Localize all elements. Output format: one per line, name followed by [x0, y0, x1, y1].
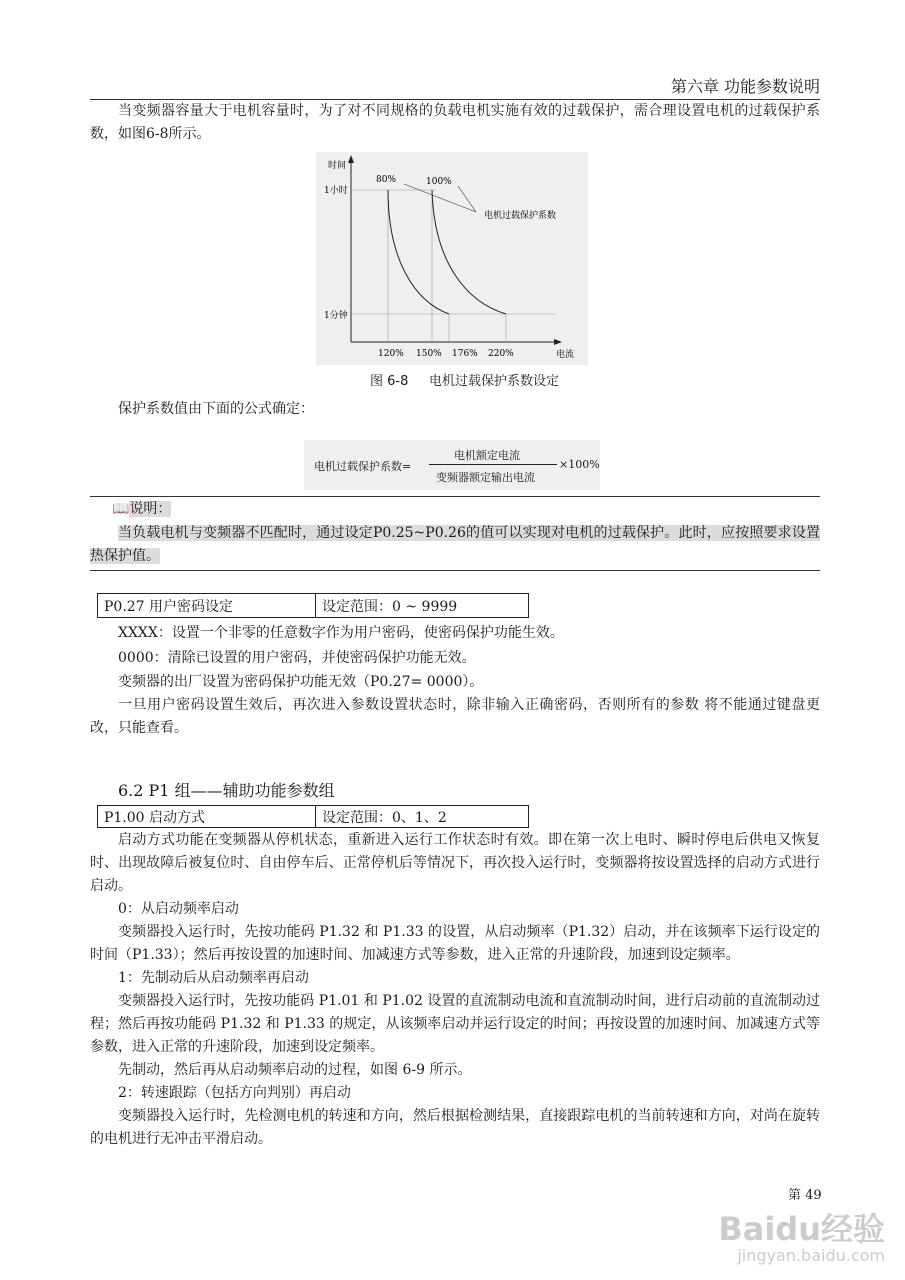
- watermark: [718, 1212, 885, 1265]
- paragraph: 先制动，然后再从启动频率启动的过程，如图 6-9 所示。: [118, 1062, 472, 1078]
- body-text: [90, 829, 820, 1151]
- section-title: 6.2 P1 组——辅助功能参数组: [118, 781, 335, 800]
- note-title-text: 说明：: [129, 501, 172, 517]
- paragraph: 0：从启动频率启动: [118, 901, 239, 917]
- param-range: 设定范围：0、1、2: [316, 806, 529, 828]
- formula-lhs: 电机过载保护系数=: [314, 460, 412, 473]
- fraction-bar: [429, 464, 557, 465]
- annotation-arrow: [404, 184, 476, 212]
- formula-box: [304, 440, 600, 490]
- curve-label: 80%: [376, 175, 397, 185]
- note-text: [90, 522, 820, 568]
- y-tick: 1小时: [324, 186, 348, 196]
- x-tick: 120%: [378, 349, 404, 359]
- param-code: P0.27 用户密码设定: [98, 594, 316, 618]
- overload-figure: [316, 152, 588, 365]
- text-line: XXXX：设置一个非零的任意数字作为用户密码，使密码保护功能生效。: [118, 625, 564, 641]
- annotation: 电机过载保护系数: [484, 211, 557, 221]
- text-line: 变频器的出厂设置为密码保护功能无效（P0.27= 0000）。: [118, 674, 484, 690]
- x-tick: 220%: [488, 349, 514, 359]
- x-tick: 150%: [416, 349, 442, 359]
- formula-numerator: 电机额定电流: [454, 449, 520, 462]
- y-axis-arrow-icon: [348, 155, 354, 163]
- watermark-brand: Baidu经验: [718, 1210, 885, 1248]
- paragraph: 一旦用户密码设置生效后，再次进入参数设置状态时，除非输入正确密码，否则所有的参数 将不能通过键盘更改，只能查看。: [90, 697, 820, 736]
- formula-factor: ×100%: [559, 458, 600, 471]
- param-table-p100: [97, 805, 529, 828]
- figure-caption: [370, 370, 559, 389]
- annotation-arrow: [458, 186, 476, 212]
- param-code: P1.00 启动方式: [98, 806, 316, 828]
- caption-text: 电机过载保护系数设定: [429, 374, 560, 389]
- note-top-rule: [90, 496, 820, 497]
- chapter-header: 第六章 功能参数说明: [670, 77, 820, 96]
- caption-number: 图 6-8: [370, 374, 409, 389]
- note-bottom-rule: [90, 570, 820, 571]
- paragraph: 2：转速跟踪（包括方向判别）再启动: [118, 1085, 351, 1101]
- param-table-p027: [97, 593, 529, 618]
- paragraph: 启动方式功能在变频器从停机状态，重新进入运行工作状态时有效。即在第一次上电时、瞬时停电后供电又恢复时、出现故障后被复位时、自由停车后、正常停机后等情况下，再次投入运行时，变频器将按设置选择的启动方式进行启动。: [90, 832, 820, 894]
- paragraph: 1：先制动后从启动频率再启动: [118, 970, 309, 986]
- paragraph: 变频器投入运行时，先按功能码 P1.01 和 P1.02 设置的直流制动电流和直流制动时间，进行启动前的直流制动过程；然后再按功能码 P1.32 和 P1.33 的规定，从该频率启动并运行设定的时间；再按设置的加速时间、加减速方式等参数，进入正常的升速阶段，加速到设定频率。: [90, 993, 820, 1055]
- text-line: 0000：清除已设置的用户密码，并使密码保护功能无效。: [118, 650, 476, 666]
- book-icon: 📖: [112, 501, 130, 517]
- paragraph: 变频器投入运行时，先检测电机的转速和方向，然后根据检测结果，直接跟踪电机的当前转速和方向，对尚在旋转的电机进行无冲击平滑启动。: [90, 1108, 820, 1147]
- param-range: 设定范围：0 ~ 9999: [316, 594, 529, 618]
- page-number: 第 49: [788, 1188, 822, 1203]
- y-axis-label: 时间: [328, 161, 347, 171]
- x-tick: 176%: [452, 349, 478, 359]
- curve-label: 100%: [426, 177, 452, 187]
- x-axis-arrow-icon: [554, 339, 562, 345]
- formula-denominator: 变频器额定输出电流: [436, 471, 535, 484]
- curve-100: [432, 190, 506, 314]
- y-tick: 1分钟: [324, 311, 348, 321]
- x-axis-label: 电流: [556, 350, 575, 360]
- curve-80: [388, 190, 449, 314]
- intro-paragraph: 当变频器容量大于电机容量时，为了对不同规格的负载电机实施有效的过载保护，需合理设置电机的过载保护系数，如图6-8所示。: [90, 103, 820, 142]
- formula-intro: 保护系数值由下面的公式确定：: [118, 401, 314, 417]
- paragraph: 变频器投入运行时，先按功能码 P1.32 和 P1.33 的设置，从启动频率（P1.32）启动，并在该频率下运行设定的时间（P1.33）；然后再按设置的加速时间、加减速方式等参数，进入正常的升速阶段，加速到设定频率。: [90, 924, 820, 963]
- note-body: 当负载电机与变频器不匹配时，通过设定P0.25~P0.26的值可以实现对电机的过载保护。此时，应按照要求设置热保护值。: [90, 525, 820, 564]
- watermark-url: jingyan.baidu.com: [737, 1246, 885, 1266]
- note-title: [112, 499, 171, 519]
